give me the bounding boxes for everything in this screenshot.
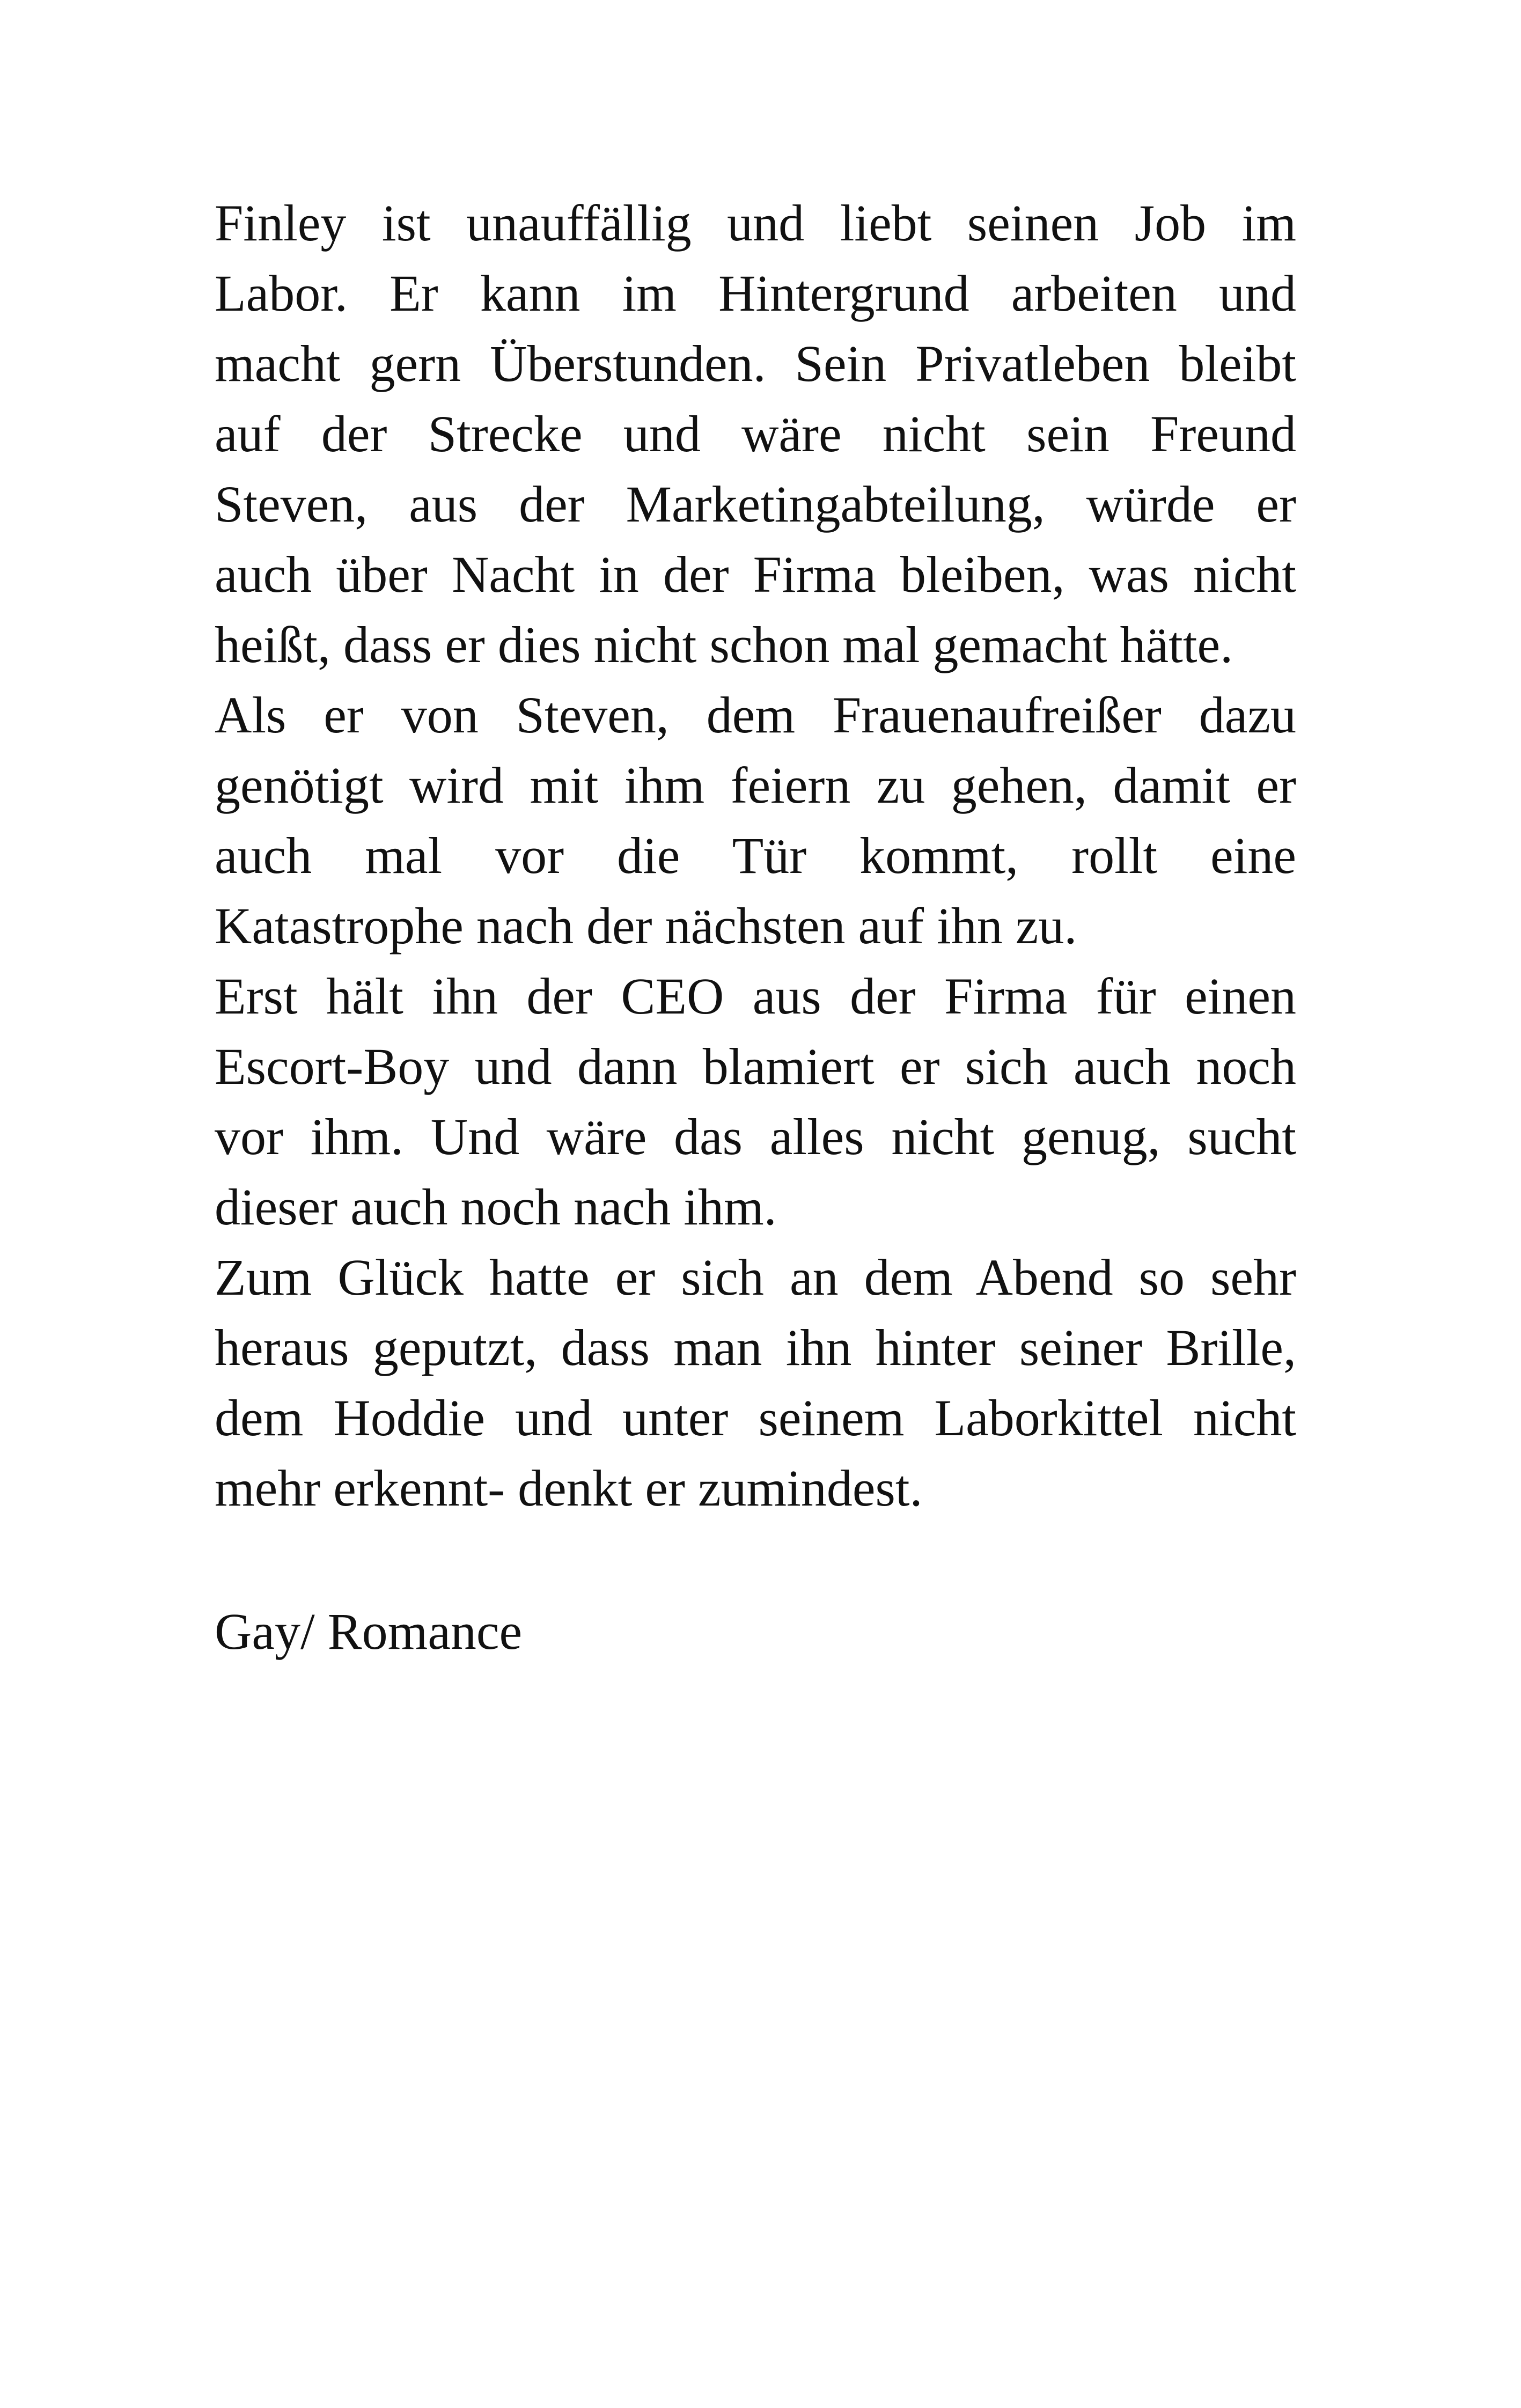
text-line: Als er von Steven, dem Frauenaufreißer dazu bbox=[215, 686, 1296, 744]
text-line: Erst hält ihn der CEO aus der Firma für einen bbox=[215, 967, 1296, 1025]
text-line: dem Hoddie und unter seinem Laborkittel nicht bbox=[215, 1389, 1296, 1447]
text-line: Labor. Er kann im Hintergrund arbeiten und bbox=[215, 265, 1296, 322]
text-line: genötigt wird mit ihm feiern zu gehen, damit er bbox=[215, 757, 1296, 814]
text-line: Escort-Boy und dann blamiert er sich auch noch bbox=[215, 1038, 1296, 1095]
text-line: vor ihm. Und wäre das alles nicht genug, sucht bbox=[215, 1108, 1296, 1165]
blurb-paragraph bbox=[215, 1242, 1296, 1523]
text-line: mehr erkennt- denkt er zumindest. bbox=[215, 1459, 923, 1517]
text-line: auch über Nacht in der Firma bleiben, was nicht bbox=[215, 546, 1296, 603]
text-line: dieser auch noch nach ihm. bbox=[215, 1178, 777, 1236]
genre-label: Gay/ Romance bbox=[215, 1603, 523, 1660]
text-line: macht gern Überstunden. Sein Privatleben bleibt bbox=[215, 335, 1296, 392]
text-line: auf der Strecke und wäre nicht sein Freund bbox=[215, 405, 1296, 462]
text-line: heraus geputzt, dass man ihn hinter seiner Brille, bbox=[215, 1319, 1296, 1376]
text-line: heißt, dass er dies nicht schon mal gemacht hätte. bbox=[215, 616, 1233, 673]
blurb-paragraph bbox=[215, 961, 1296, 1242]
blurb-text bbox=[215, 188, 1296, 1523]
text-line: Steven, aus der Marketingabteilung, würde er bbox=[215, 475, 1296, 533]
text-line: Katastrophe nach der nächsten auf ihn zu. bbox=[215, 897, 1077, 955]
text-line: Zum Glück hatte er sich an dem Abend so sehr bbox=[215, 1249, 1296, 1306]
text-line: Finley ist unauffällig und liebt seinen Job im bbox=[215, 194, 1296, 252]
blurb-paragraph bbox=[215, 680, 1296, 961]
blurb-paragraph bbox=[215, 188, 1296, 680]
text-line: auch mal vor die Tür kommt, rollt eine bbox=[215, 827, 1296, 884]
